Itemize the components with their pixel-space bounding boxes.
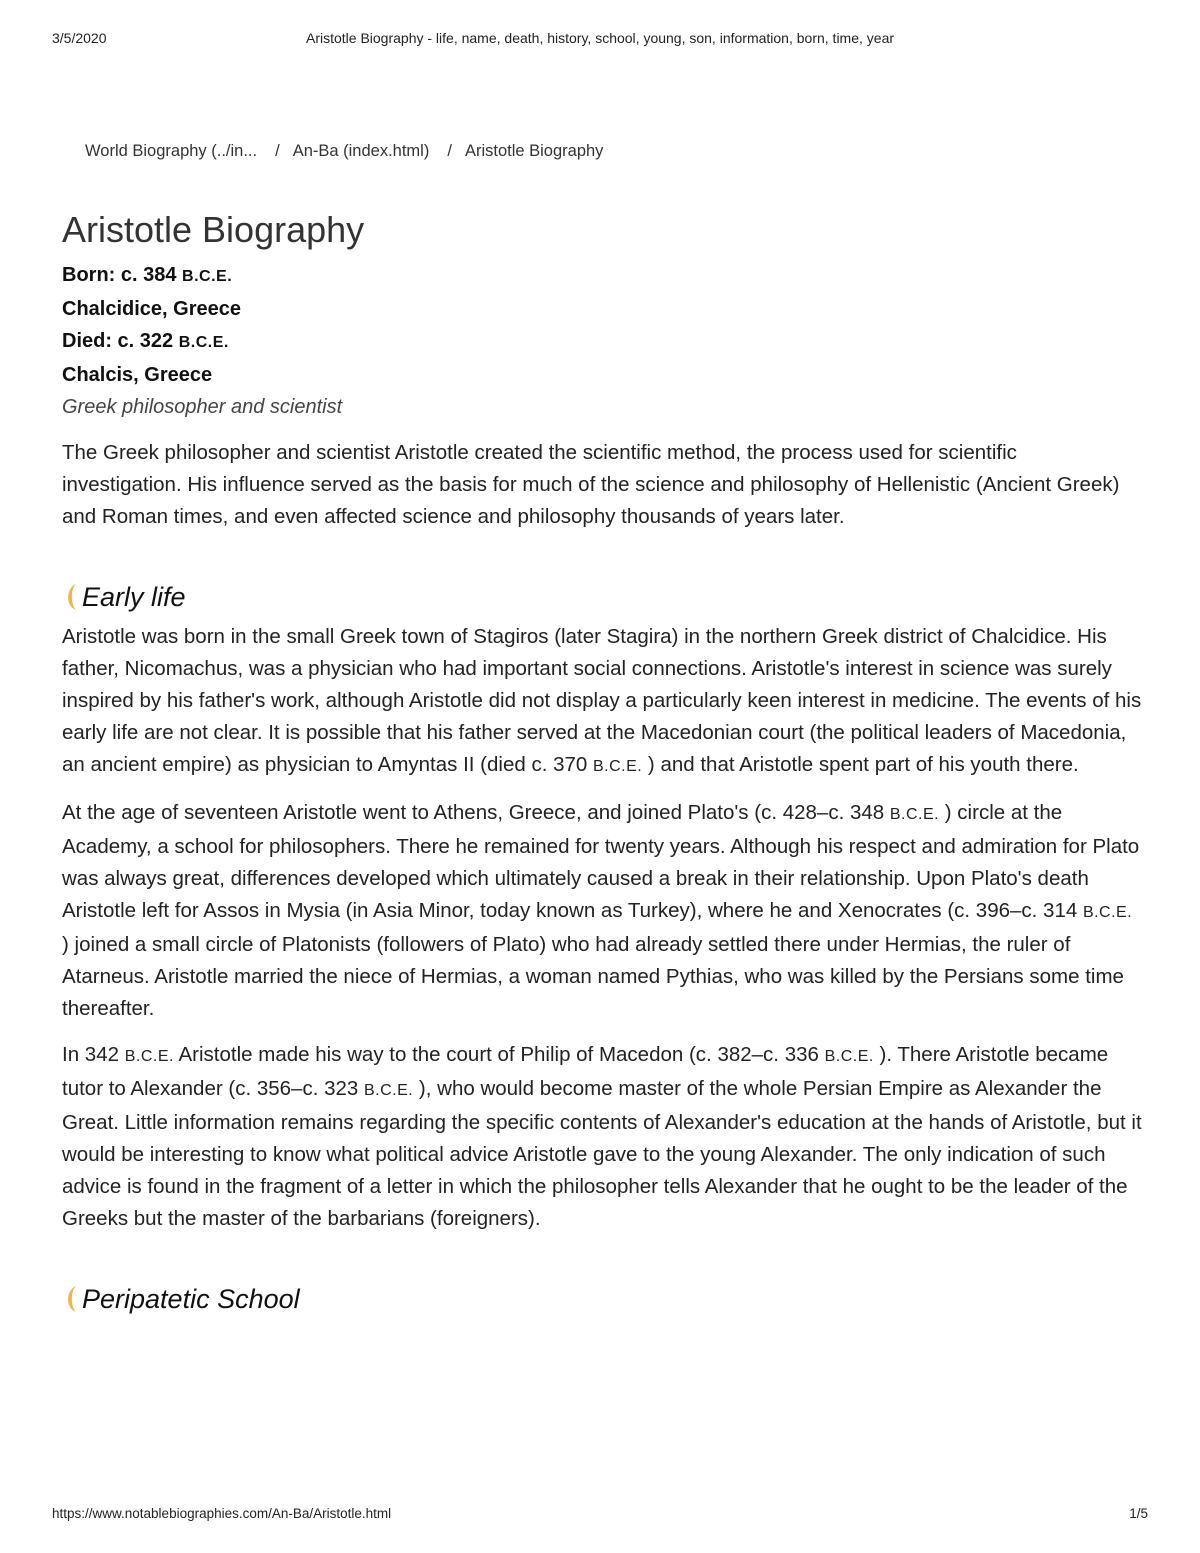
died-label: Died: c. 322 bbox=[62, 330, 174, 352]
era-label: B.C.E. bbox=[178, 334, 229, 351]
breadcrumb-world-biography[interactable]: World Biography (../in... bbox=[85, 142, 258, 160]
role-description: Greek philosopher and scientist bbox=[62, 396, 343, 418]
paragraph-text: ) and that Aristotle spent part of his youth there. bbox=[642, 753, 1079, 776]
era-label: B.C.E. bbox=[1082, 904, 1133, 921]
section-heading-peripatetic-school bbox=[62, 1279, 1142, 1319]
paragraph-text: At the age of seventeen Aristotle went to Athens, Greece, and joined Plato's (c. 428–c. 348 bbox=[62, 801, 890, 824]
born-place: Chalcidice, Greece bbox=[62, 298, 241, 320]
era-label: B.C.E. bbox=[364, 1082, 414, 1099]
section-heading-text: Early life bbox=[82, 582, 186, 612]
paragraph-text: ) joined a small circle of Platonists (followers of Plato) who had already settled there under Hermias, the ruler of Atarneus. Aristotle married the niece of Hermias, a woman named Pythias, who was killed by the Persians some time thereafter. bbox=[62, 933, 1124, 1020]
died-place: Chalcis, Greece bbox=[62, 364, 213, 386]
era-label: B.C.E. bbox=[824, 1048, 874, 1065]
paragraph-text: In 342 bbox=[62, 1043, 125, 1066]
early-life-paragraph-1 bbox=[62, 621, 1142, 783]
heading-bracket-icon bbox=[62, 582, 80, 612]
born-label: Born: c. 384 bbox=[62, 264, 177, 286]
article bbox=[62, 207, 1142, 1319]
heading-bracket-icon bbox=[62, 1284, 80, 1314]
print-header bbox=[52, 30, 1148, 50]
breadcrumb-separator: / bbox=[447, 142, 452, 160]
section-heading-text: Peripatetic School bbox=[82, 1284, 300, 1314]
print-url: https://www.notablebiographies.com/An-Ba/Aristotle.html bbox=[52, 1506, 392, 1521]
era-label: B.C.E. bbox=[124, 1048, 174, 1065]
era-label: B.C.E. bbox=[889, 806, 940, 823]
paragraph-text: ), who would become master of the whole Persian Empire as Alexander the Great. Little information remains regarding the specific contents of Alexander's education at the hands of Aristotle, but it would be interesting to know what political advice Aristotle gave to the young Alexander. The only indication of such advice is found in the fragment of a letter in which the philosopher tells Alexander that he ought to be the leader of the Greeks but the master of the barbarians (foreigners). bbox=[62, 1077, 1142, 1230]
paragraph-text: Aristotle made his way to the court of Philip of Macedon (c. 382–c. 336 bbox=[173, 1043, 825, 1066]
early-life-paragraph-3 bbox=[62, 1039, 1142, 1235]
born-date bbox=[62, 259, 1142, 293]
breadcrumb-current: Aristotle Biography bbox=[464, 142, 604, 160]
died-date bbox=[62, 325, 1142, 359]
biography-facts bbox=[62, 259, 1142, 423]
print-document-title: Aristotle Biography - life, name, death, history, school, young, son, information, born, time, year bbox=[305, 30, 895, 46]
early-life-paragraph-2 bbox=[62, 797, 1142, 1025]
breadcrumb-separator: / bbox=[275, 142, 280, 160]
page-number: 1/5 bbox=[1129, 1506, 1148, 1521]
print-footer bbox=[52, 1506, 1148, 1526]
paragraph-text: ) circle at the Academy, a school for philosophers. There he remained for twenty years. Although his respect and admiration for Plato was always great, differences developed which ultimately caused a break in their relationship. Upon Plato's death Aristotle left for Assos in Mysia (in Asia Minor, today known as Turkey), where he and Xenocrates (c. 396–c. 314 bbox=[62, 801, 1140, 922]
intro-paragraph: The Greek philosopher and scientist Aristotle created the scientific method, the process used for scientific investigation. His influence served as the basis for much of the science and philosophy of Hellenistic (Ancient Greek) and Roman times, and even affected science and philosophy thousands of years later. bbox=[62, 441, 1120, 528]
breadcrumb-an-ba[interactable]: An-Ba (index.html) bbox=[292, 142, 430, 160]
breadcrumb bbox=[85, 142, 603, 161]
paragraph-text: Aristotle was born in the small Greek town of Stagiros (later Stagira) in the northern Greek district of Chalcidice. His father, Nicomachus, was a physician who had important social connections. Aristotle's interest in science was surely inspired by his father's work, although Aristotle did not display a particularly keen interest in medicine. The events of his early life are not clear. It is possible that his father served at the Macedonian court (the political leaders of Macedonia, an ancient empire) as physician to Amyntas II (died c. 370 bbox=[62, 625, 1142, 776]
print-date: 3/5/2020 bbox=[52, 30, 107, 46]
section-heading-early-life bbox=[62, 577, 1142, 617]
era-label: B.C.E. bbox=[593, 758, 643, 775]
era-label: B.C.E. bbox=[182, 268, 233, 285]
paragraph-text: ). There Aristotle became tutor to Alexander (c. 356–c. 323 bbox=[62, 1043, 1109, 1100]
page-title: Aristotle Biography bbox=[62, 209, 365, 250]
